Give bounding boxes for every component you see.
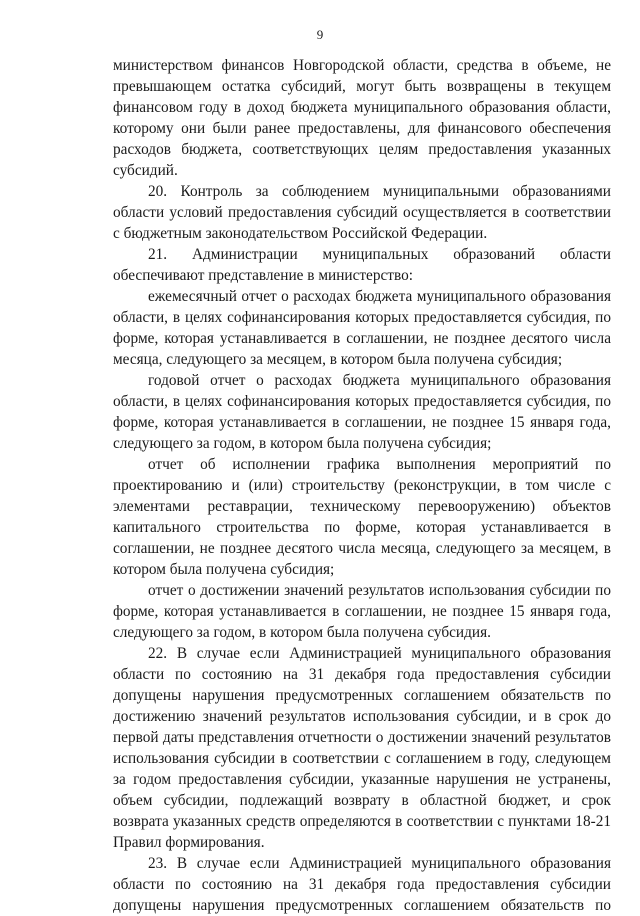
paragraph-item-23: 23. В случае если Администрацией муниципального образования области по состоянию на 31 декабря года предоставления субсидии допущены нарушения предусмотренных соглашением обязательств по [113, 855, 611, 914]
paragraph-annual-report: годовой отчет о расходах бюджета муниципального образования области, в целях софинансирования которых предоставляется субсидия, по форме, которая устанавливается в соглашении, не позднее 15 января года, следующего за годом, в котором была получена субсидия; [113, 372, 611, 452]
paragraph-item-20: 20. Контроль за соблюдением муниципальными образованиями области условий предоставления субсидий осуществляется в соответствии с бюджетным законодательством Российской Федерации. [113, 183, 611, 242]
paragraph-monthly-report: ежемесячный отчет о расходах бюджета муниципального образования области, в целях софинансирования которых предоставляется субсидия, по форме, которая устанавливается в соглашении, не позднее десятого числа месяца, следующего за месяцем, в котором была получена субсидия; [113, 288, 611, 368]
paragraph-item-21: 21. Администрации муниципальных образований области обеспечивают представление в министерство: [113, 246, 611, 284]
document-body [113, 55, 611, 916]
paragraph-item-22: 22. В случае если Администрацией муниципального образования области по состоянию на 31 декабря года предоставления субсидии допущены нарушения предусмотренных соглашением обязательств по достижению значений результатов использования субсидии, и в срок до первой даты представления отчетности о достижении значений результатов использования субсидии в соответствии с соглашением в году, следующем за годом предоставления субсидии, указанные нарушения не устранены, объем субсидии, подлежащий возврату в областной бюджет, и срок возврата указанных средств определяются в соответствии с пунктами 18-21 Правил формирования. [113, 645, 611, 851]
paragraph-continuation: министерством финансов Новгородской области, средства в объеме, не превышающем остатка субсидий, могут быть возвращены в текущем финансовом году в доход бюджета муниципального образования области, которому они были ранее предоставлены, для финансового обеспечения расходов бюджета, соответствующих целям предоставления указанных субсидий. [113, 57, 611, 179]
page-number: 9 [316, 27, 324, 42]
paragraph-results-report: отчет о достижении значений результатов использования субсидии по форме, которая устанавливается в соглашении, не позднее 15 января года, следующего за годом, в котором была получена субсидия. [113, 582, 611, 641]
paragraph-schedule-report: отчет об исполнении графика выполнения мероприятий по проектированию и (или) строительству (реконструкции, в том числе с элементами реставрации, техническому перевооружению) объектов капитального строительства по форме, которая устанавливается в соглашении, не позднее десятого числа месяца, следующего за месяцем, в котором была получена субсидия; [113, 456, 611, 578]
